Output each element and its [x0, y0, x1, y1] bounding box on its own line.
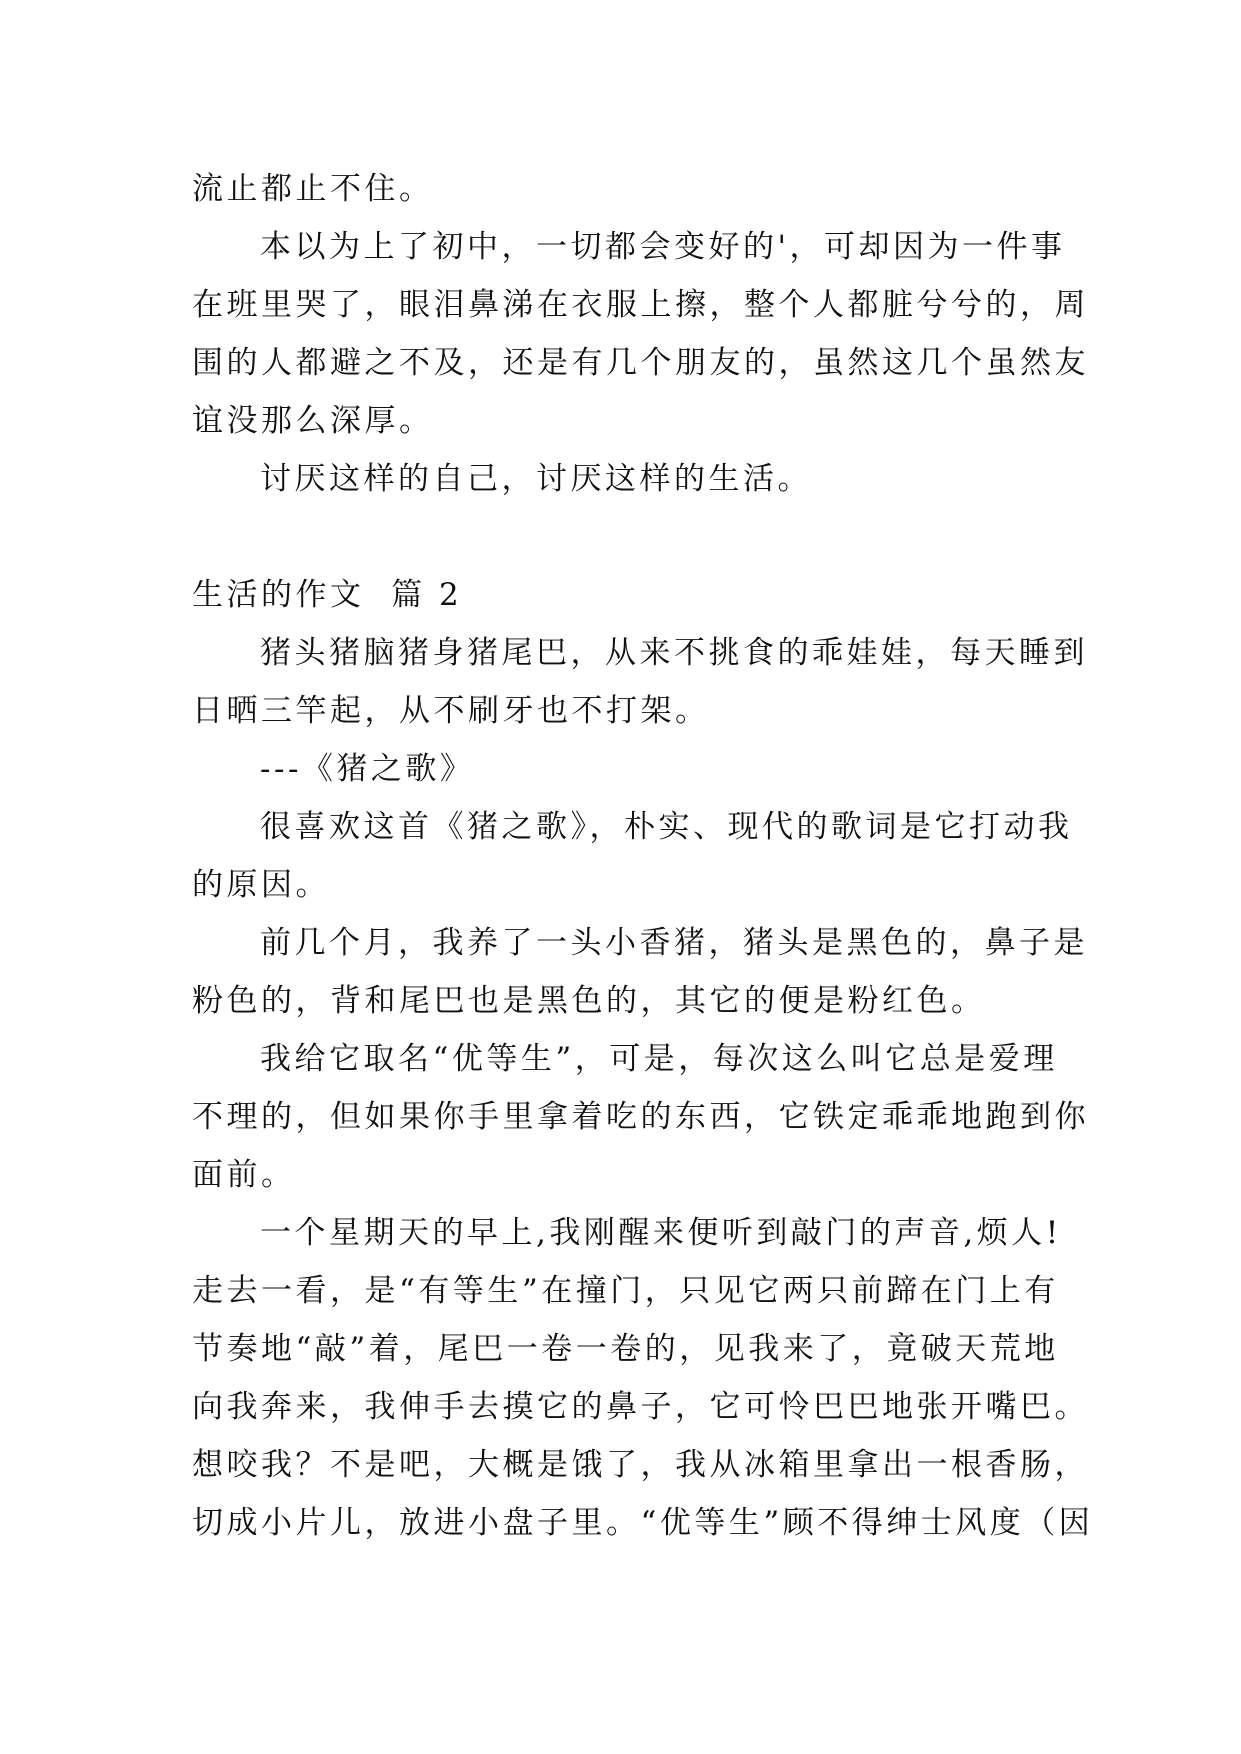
text-line: 想咬我？不是吧，大概是饿了，我从冰箱里拿出一根香肠， — [192, 1447, 1089, 1483]
paragraph-start: 前几个月，我养了一头小香猪，猪头是黑色的，鼻子是 — [260, 925, 1088, 961]
paragraph-start: 一个星期天的早上,我刚醒来便听到敲门的声音,烦人! — [260, 1215, 1062, 1251]
text-line: 日晒三竿起，从不刷牙也不打架。 — [192, 693, 710, 729]
paragraph-start: 本以为上了初中，一切都会变好的'，可却因为一件事 — [260, 229, 1066, 265]
song-attribution: ---《猪之歌》 — [260, 751, 475, 787]
paragraph-start: 很喜欢这首《猪之歌》，朴实、现代的歌词是它打动我 — [260, 809, 1073, 845]
text-line: 在班里哭了，眼泪鼻涕在衣服上擦，整个人都脏兮兮的，周 — [192, 287, 1089, 323]
text-line: 不理的，但如果你手里拿着吃的东西，它铁定乖乖地跑到你 — [192, 1099, 1089, 1135]
text-line: 粉色的，背和尾巴也是黑色的，其它的便是粉红色。 — [192, 983, 986, 1019]
section-spacer — [192, 508, 1072, 566]
paragraph-start: 猪头猪脑猪身猪尾巴，从来不挑食的乖娃娃，每天睡到 — [260, 635, 1088, 671]
text-line: 谊没那么深厚。 — [192, 403, 434, 439]
text-line: 节奏地“敲”着，尾巴一卷一卷的，见我来了，竟破天荒地 — [192, 1331, 1059, 1367]
text-line: 向我奔来，我伸手去摸它的鼻子，它可怜巴巴地张开嘴巴。 — [192, 1389, 1089, 1425]
text-line: 切成小片儿，放进小盘子里。“优等生”顾不得绅士风度（因 — [192, 1505, 1094, 1541]
paragraph-start: 我给它取名“优等生”，可是，每次这么叫它总是爱理 — [260, 1041, 1058, 1077]
document-body — [192, 160, 1094, 1552]
text-line: 走去一看，是“有等生”在撞门，只见它两只前蹄在门上有 — [192, 1273, 1059, 1309]
text-line: 的原因。 — [192, 867, 330, 903]
text-line: 面前。 — [192, 1157, 296, 1193]
text-line: 流止都止不住。 — [192, 171, 434, 207]
text-line: 围的人都避之不及，还是有几个朋友的，虽然这几个虽然友 — [192, 345, 1089, 381]
paragraph-start: 讨厌这样的自己，讨厌这样的生活。 — [260, 461, 812, 497]
section-heading: 生活的作文 篇 2 — [192, 577, 463, 613]
